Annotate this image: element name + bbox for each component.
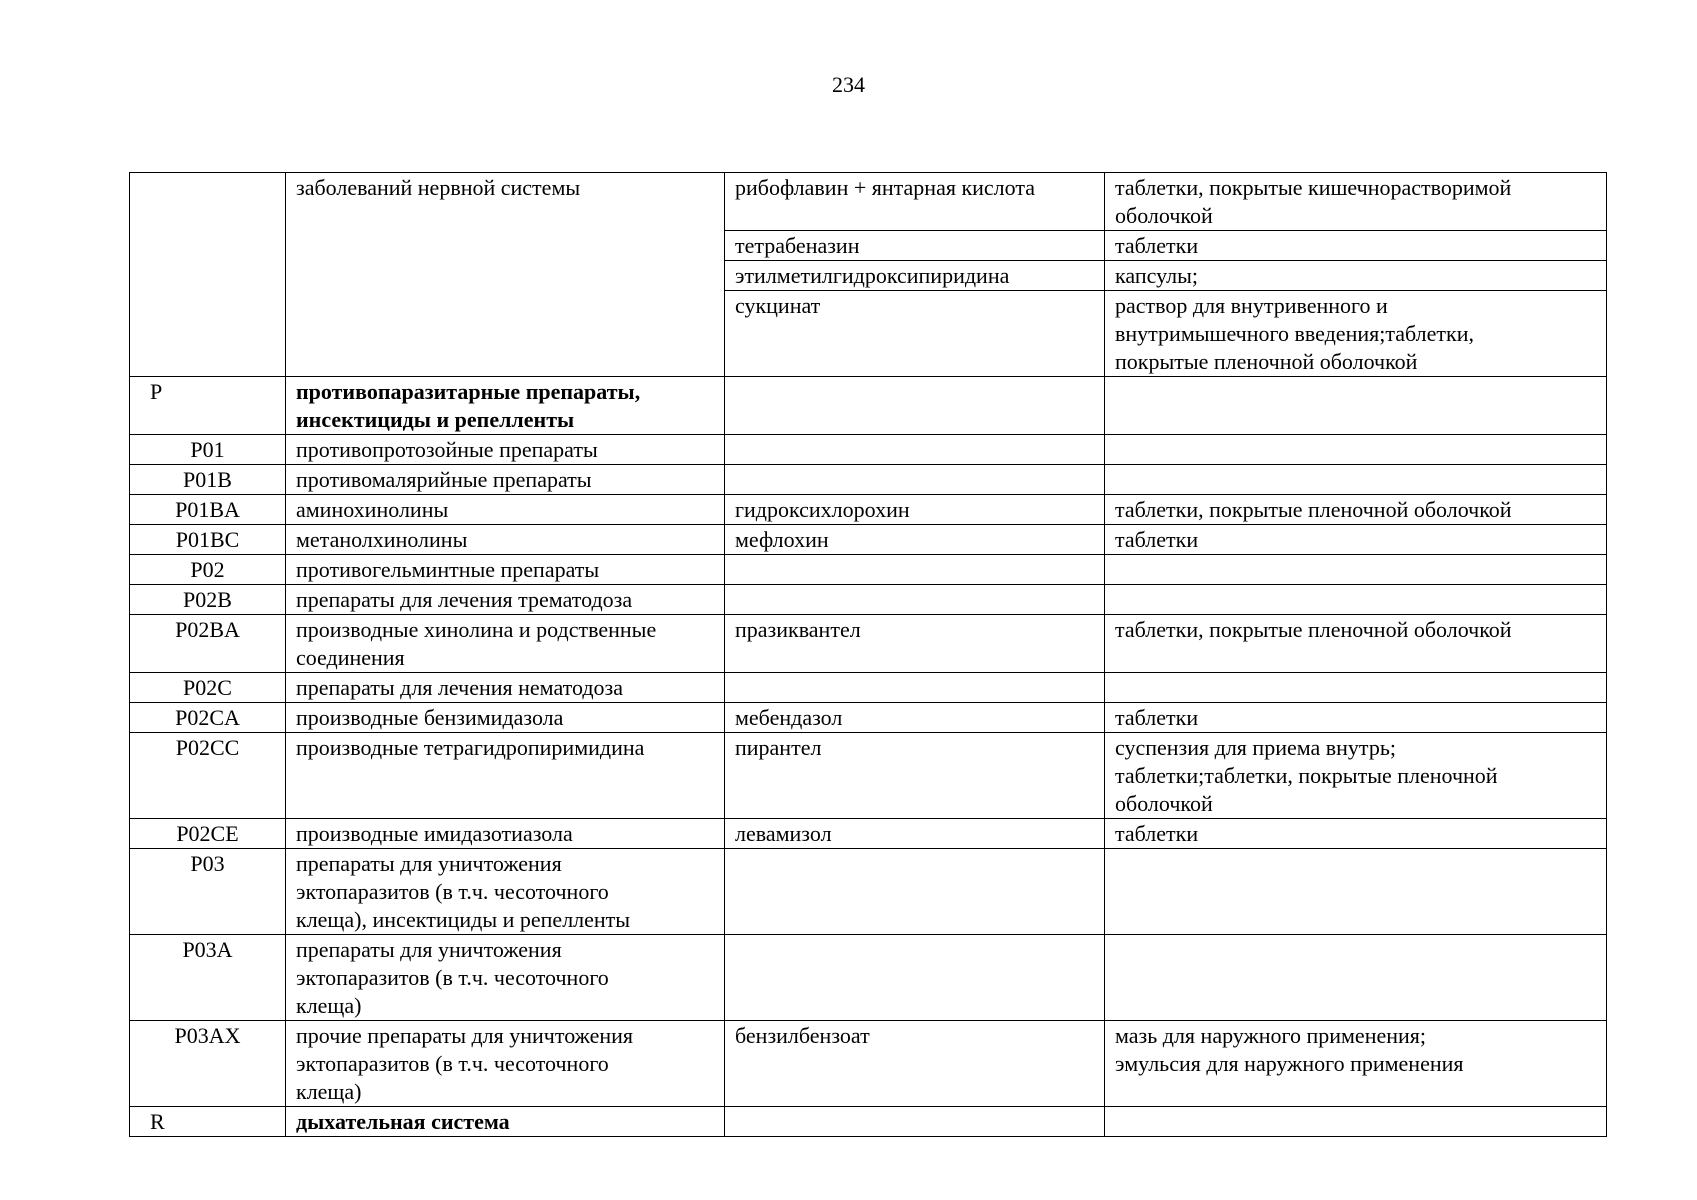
group-name-cell: противопротозойные препараты [286,435,725,465]
atc-code-cell: P [130,377,286,435]
drug-name-cell: гидроксихлорохин [725,495,1105,525]
drug-name-cell: мефлохин [725,525,1105,555]
dosage-form-cell: раствор для внутривенного и внутримышечного введения;таблетки, покрытые пленочной оболочкой [1105,291,1607,377]
dosage-form-cell: таблетки, покрытые пленочной оболочкой [1105,615,1607,673]
drug-name-cell [725,377,1105,435]
dosage-form-cell: таблетки [1105,819,1607,849]
table-row [130,615,1607,673]
group-name-cell: производные хинолина и родственные соединения [286,615,725,673]
drug-name-cell: этилметилгидроксипиридина [725,261,1105,291]
atc-code-cell: P03AX [130,1021,286,1107]
atc-code-cell: P02BA [130,615,286,673]
drug-name-cell: празиквантел [725,615,1105,673]
atc-code-cell: P03A [130,935,286,1021]
dosage-form-cell: таблетки [1105,703,1607,733]
dosage-form-cell: таблетки [1105,231,1607,261]
drug-name-cell: бензилбензоат [725,1021,1105,1107]
dosage-form-cell: таблетки, покрытые пленочной оболочкой [1105,495,1607,525]
group-name-cell: препараты для лечения нематодоза [286,673,725,703]
group-name-cell: аминохинолины [286,495,725,525]
group-name-cell: препараты для уничтожения эктопаразитов (в т.ч. чесоточного клеща) [286,935,725,1021]
drug-name-cell: рибофлавин + янтарная кислота [725,173,1105,231]
dosage-form-cell [1105,585,1607,615]
table-row [130,435,1607,465]
table-row [130,673,1607,703]
group-name-cell: противопаразитарные препараты, инсектициды и репелленты [286,377,725,435]
atc-code-cell: R [130,1107,286,1137]
atc-code-cell: P03 [130,849,286,935]
table-row [130,555,1607,585]
atc-code-cell: P01BA [130,495,286,525]
atc-code-cell: P02CE [130,819,286,849]
drug-name-cell: пирантел [725,733,1105,819]
table-row [130,173,1607,231]
group-name-cell: производные тетрагидропиримидина [286,733,725,819]
atc-code-cell [130,173,286,377]
table-row [130,585,1607,615]
dosage-form-cell [1105,935,1607,1021]
table-row [130,703,1607,733]
dosage-form-cell: мазь для наружного применения; эмульсия для наружного применения [1105,1021,1607,1107]
table-row [130,465,1607,495]
group-name-cell: заболеваний нервной системы [286,173,725,377]
group-name-cell: метанолхинолины [286,525,725,555]
dosage-form-cell: суспензия для приема внутрь; таблетки;таблетки, покрытые пленочной оболочкой [1105,733,1607,819]
dosage-form-cell [1105,377,1607,435]
group-name-cell: дыхательная система [286,1107,725,1137]
atc-code-cell: P02B [130,585,286,615]
group-name-cell: прочие препараты для уничтожения эктопаразитов (в т.ч. чесоточного клеща) [286,1021,725,1107]
table-row [130,495,1607,525]
dosage-form-cell: таблетки, покрытые кишечнорастворимой оболочкой [1105,173,1607,231]
dosage-form-cell [1105,1107,1607,1137]
group-name-cell: препараты для уничтожения эктопаразитов (в т.ч. чесоточного клеща), инсектициды и репелленты [286,849,725,935]
drug-name-cell [725,435,1105,465]
drug-name-cell [725,935,1105,1021]
table-row [130,733,1607,819]
drug-name-cell [725,1107,1105,1137]
atc-code-cell: P02CC [130,733,286,819]
table-row [130,935,1607,1021]
drug-name-cell: сукцинат [725,291,1105,377]
atc-code-cell: P02C [130,673,286,703]
dosage-form-cell [1105,555,1607,585]
drug-name-cell [725,585,1105,615]
drug-table [129,172,1607,1137]
table-row [130,849,1607,935]
group-name-cell: препараты для лечения трематодоза [286,585,725,615]
drug-name-cell [725,555,1105,585]
atc-code-cell: P01 [130,435,286,465]
atc-code-cell: P02CA [130,703,286,733]
group-name-cell: противомалярийные препараты [286,465,725,495]
drug-name-cell: левамизол [725,819,1105,849]
group-name-cell: производные имидазотиазола [286,819,725,849]
dosage-form-cell [1105,849,1607,935]
dosage-form-cell [1105,435,1607,465]
drug-name-cell [725,849,1105,935]
dosage-form-cell: таблетки [1105,525,1607,555]
table-row [130,377,1607,435]
table-row [130,525,1607,555]
page-number: 234 [832,72,865,97]
table-row [130,1107,1607,1137]
table-row [130,819,1607,849]
dosage-form-cell [1105,465,1607,495]
drug-name-cell: мебендазол [725,703,1105,733]
dosage-form-cell [1105,673,1607,703]
dosage-form-cell: капсулы; [1105,261,1607,291]
drug-name-cell [725,673,1105,703]
drug-name-cell [725,465,1105,495]
atc-code-cell: P01BC [130,525,286,555]
drug-name-cell: тетрабеназин [725,231,1105,261]
group-name-cell: производные бензимидазола [286,703,725,733]
atc-code-cell: P01B [130,465,286,495]
atc-code-cell: P02 [130,555,286,585]
group-name-cell: противогельминтные препараты [286,555,725,585]
table-row [130,1021,1607,1107]
